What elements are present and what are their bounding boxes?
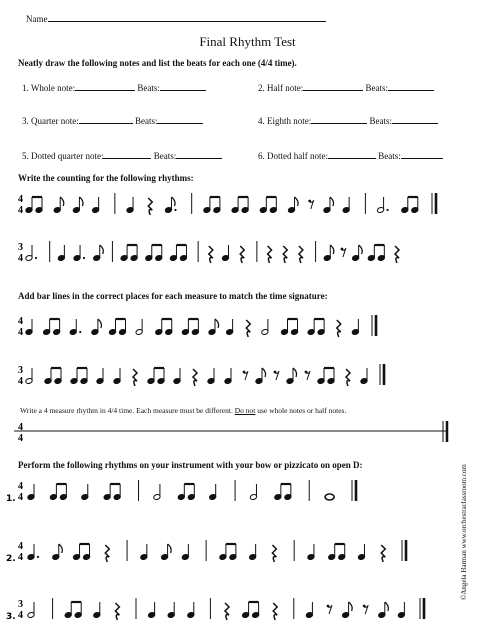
name-label: Name xyxy=(26,14,48,24)
row-number: 1. xyxy=(6,494,16,504)
note-blank[interactable] xyxy=(75,82,135,91)
quarter-rest xyxy=(273,603,277,620)
rest-glyph xyxy=(148,198,152,215)
note-dot xyxy=(174,209,176,211)
row-number: 3. xyxy=(6,612,16,622)
half-note xyxy=(153,484,161,500)
half-note xyxy=(250,484,258,500)
quarter-note xyxy=(305,602,313,618)
item-dotted-half: 6. Dotted half note: Beats: xyxy=(258,150,443,161)
quarter-note xyxy=(226,319,234,335)
beamed-eighth-notes xyxy=(49,484,67,500)
eighth-rest xyxy=(363,605,368,614)
quarter-note xyxy=(358,544,366,560)
rhythm-row xyxy=(0,537,495,571)
eighth-note xyxy=(72,197,82,213)
rest-glyph xyxy=(381,545,385,562)
eighth-note xyxy=(52,544,62,560)
whole-note xyxy=(325,494,334,500)
time-sig-bottom: 4 xyxy=(18,492,23,503)
dotted-half-note xyxy=(25,245,37,261)
quarter-note xyxy=(126,197,134,213)
item-quarter-note: 3. Quarter note: Beats: xyxy=(22,115,203,126)
note-head xyxy=(325,494,334,500)
rest-glyph xyxy=(346,369,350,386)
rest-glyph xyxy=(240,246,244,263)
eighth-rest xyxy=(305,371,310,380)
quarter-note xyxy=(207,368,215,384)
eighth-rest xyxy=(308,200,313,209)
section5-heading: Perform the following rhythms on your instrument with your bow or pizzicato on open D: xyxy=(18,460,363,470)
note-flag xyxy=(215,319,219,328)
quarter-note xyxy=(81,484,89,500)
quarter-rest xyxy=(148,198,152,215)
half-note xyxy=(261,319,269,335)
quarter-note xyxy=(25,319,33,335)
beamed-eighth-notes xyxy=(73,544,91,560)
note-flag xyxy=(293,368,297,377)
quarter-note xyxy=(96,368,104,384)
eighth-rest xyxy=(327,605,332,614)
beamed-eighth-notes xyxy=(274,484,292,500)
note-blank[interactable] xyxy=(303,82,363,91)
beats-blank[interactable] xyxy=(176,150,222,159)
time-sig-bottom: 4 xyxy=(18,205,23,216)
note-flag xyxy=(359,245,363,254)
time-sig-top: 3 xyxy=(18,599,23,610)
note-flag xyxy=(385,602,389,611)
beamed-eighth-notes xyxy=(145,245,163,261)
beamed-eighth-notes xyxy=(401,197,419,213)
rest-glyph xyxy=(115,603,119,620)
rest-glyph xyxy=(273,603,277,620)
final-barline xyxy=(432,193,436,214)
dotted-quarter-note xyxy=(27,544,39,560)
page-title: Final Rhythm Test xyxy=(199,34,296,49)
time-signature xyxy=(18,194,23,216)
eighth-rest xyxy=(341,248,346,257)
beamed-eighth-notes xyxy=(147,368,165,384)
time-sig-bottom: 4 xyxy=(18,552,23,563)
item-whole-note: 1. Whole note: Beats: xyxy=(22,82,206,93)
note-flag xyxy=(295,197,299,206)
quarter-rest xyxy=(283,246,287,263)
quarter-rest xyxy=(115,603,119,620)
note-dot xyxy=(83,257,85,259)
section1-heading: Neatly draw the following notes and list the beats for each one (4/4 time). xyxy=(18,58,297,68)
name-blank[interactable] xyxy=(48,13,326,22)
beamed-eighth-notes xyxy=(281,319,299,335)
rest-glyph xyxy=(105,545,109,562)
quarter-rest xyxy=(299,246,303,263)
note-flag xyxy=(79,197,83,206)
time-sig-top: 3 xyxy=(18,365,23,376)
time-sig-top: 4 xyxy=(18,481,23,492)
time-signature xyxy=(18,242,23,264)
time-signature xyxy=(18,481,23,503)
note-dot xyxy=(79,331,81,333)
time-sig-top: 4 xyxy=(18,422,23,433)
note-flag xyxy=(59,544,63,553)
quarter-rest xyxy=(395,246,399,263)
time-sig-bottom: 4 xyxy=(18,433,23,444)
quarter-note xyxy=(222,245,230,261)
copyright-text: ©Angela Harman www.orchestraclassroom.com xyxy=(460,464,468,600)
beamed-eighth-notes xyxy=(25,197,43,213)
beamed-eighth-notes xyxy=(317,368,335,384)
section2-heading: Write the counting for the following rhythms: xyxy=(18,173,194,183)
eighth-note xyxy=(352,245,362,261)
quarter-rest xyxy=(225,603,229,620)
time-sig-top: 4 xyxy=(18,541,23,552)
dotted-quarter-note xyxy=(69,319,81,335)
eighth-note xyxy=(208,319,218,335)
rhythm-row xyxy=(0,477,495,511)
time-sig-top: 3 xyxy=(18,242,23,253)
quarter-note xyxy=(360,368,368,384)
time-signature xyxy=(18,599,23,621)
note-blank[interactable] xyxy=(79,115,133,124)
row-number: 2. xyxy=(6,554,16,564)
beamed-eighth-notes xyxy=(170,245,188,261)
beamed-eighth-notes xyxy=(64,602,82,618)
final-barline xyxy=(420,598,424,619)
final-barline xyxy=(352,480,356,501)
quarter-rest xyxy=(240,246,244,263)
beamed-eighth-notes xyxy=(259,197,277,213)
quarter-note xyxy=(181,544,189,560)
rest-glyph xyxy=(395,246,399,263)
time-sig-bottom: 4 xyxy=(18,610,23,621)
eighth-note xyxy=(378,602,388,618)
quarter-rest xyxy=(133,369,137,386)
rest-glyph xyxy=(337,320,341,337)
note-dot xyxy=(35,257,37,259)
dotted-quarter-note xyxy=(73,245,85,261)
quarter-note xyxy=(93,602,101,618)
beamed-eighth-notes xyxy=(367,245,385,261)
section3-heading: Add bar lines in the correct places for each measure to match the time signature: xyxy=(18,291,328,301)
beamed-eighth-notes xyxy=(177,484,195,500)
name-line xyxy=(26,13,326,24)
beats-blank[interactable] xyxy=(157,115,203,124)
beats-blank[interactable] xyxy=(392,115,438,124)
rest-glyph xyxy=(133,369,137,386)
item-half-note: 2. Half note: Beats: xyxy=(258,82,434,93)
quarter-note xyxy=(173,368,181,384)
item-dotted-quarter: 5. Dotted quarter note: Beats: xyxy=(22,150,222,161)
quarter-note xyxy=(92,197,100,213)
quarter-rest xyxy=(193,369,197,386)
note-blank[interactable] xyxy=(103,150,151,159)
dotted-half-note xyxy=(377,197,389,213)
quarter-rest xyxy=(346,369,350,386)
beamed-eighth-notes xyxy=(242,602,260,618)
time-sig-top: 4 xyxy=(18,194,23,205)
rest-glyph xyxy=(283,246,287,263)
beamed-eighth-notes xyxy=(328,544,346,560)
eighth-note xyxy=(53,197,63,213)
rest-glyph xyxy=(299,246,303,263)
final-barline xyxy=(372,315,376,336)
eighth-note xyxy=(255,368,265,384)
beamed-eighth-notes xyxy=(155,319,173,335)
beamed-eighth-notes xyxy=(43,319,61,335)
time-sig-bottom: 4 xyxy=(18,327,23,338)
quarter-note xyxy=(209,484,217,500)
quarter-note xyxy=(113,368,121,384)
beamed-eighth-notes xyxy=(44,368,62,384)
note-flag xyxy=(171,197,175,206)
quarter-note xyxy=(167,602,175,618)
quarter-note xyxy=(397,602,405,618)
quarter-note xyxy=(148,602,156,618)
rest-glyph xyxy=(272,545,276,562)
quarter-rest xyxy=(105,545,109,562)
note-flag xyxy=(100,245,104,254)
time-sig-bottom: 4 xyxy=(18,253,23,264)
note-dot xyxy=(37,556,39,558)
rest-glyph xyxy=(193,369,197,386)
quarter-note xyxy=(307,544,315,560)
time-signature xyxy=(18,365,23,387)
beamed-eighth-notes xyxy=(307,319,325,335)
eighth-note xyxy=(288,197,298,213)
quarter-note xyxy=(27,484,35,500)
quarter-rest xyxy=(272,545,276,562)
note-blank[interactable] xyxy=(311,115,367,124)
note-flag xyxy=(330,245,334,254)
quarter-rest xyxy=(268,246,272,263)
beats-blank[interactable] xyxy=(388,82,434,91)
half-note xyxy=(25,368,33,384)
quarter-rest xyxy=(209,246,213,263)
quarter-rest xyxy=(337,320,341,337)
section4-instruction: Write a 4 measure rhythm in 4/4 time. Each measure must be different. Do not use whole notes or half notes. xyxy=(20,406,347,415)
time-signature xyxy=(18,422,23,444)
note-flag xyxy=(330,197,334,206)
beats-blank[interactable] xyxy=(160,82,206,91)
time-signature xyxy=(18,316,23,338)
quarter-note xyxy=(140,544,148,560)
rhythm-row xyxy=(0,361,495,391)
beamed-eighth-notes xyxy=(181,319,199,335)
rhythm-row xyxy=(0,190,495,220)
half-note xyxy=(27,602,35,618)
eighth-note xyxy=(323,245,333,261)
rest-glyph xyxy=(246,320,250,337)
quarter-note xyxy=(224,368,232,384)
quarter-rest xyxy=(246,320,250,337)
eighth-rest xyxy=(274,371,279,380)
beamed-eighth-notes xyxy=(70,368,88,384)
final-barline xyxy=(380,364,384,385)
quarter-note xyxy=(342,197,350,213)
rest-glyph xyxy=(209,246,213,263)
time-signature xyxy=(18,541,23,563)
eighth-note xyxy=(323,197,333,213)
beamed-eighth-notes xyxy=(203,197,221,213)
beamed-eighth-notes xyxy=(219,544,237,560)
quarter-note xyxy=(187,602,195,618)
quarter-note xyxy=(57,245,65,261)
eighth-note xyxy=(161,544,171,560)
eighth-note xyxy=(342,602,352,618)
quarter-note xyxy=(249,544,257,560)
note-flag xyxy=(168,544,172,553)
rest-glyph xyxy=(225,603,229,620)
note-flag xyxy=(60,197,64,206)
note-blank[interactable] xyxy=(328,150,376,159)
note-flag xyxy=(349,602,353,611)
rhythm-row xyxy=(0,312,495,342)
time-sig-bottom: 4 xyxy=(18,376,23,387)
rhythm-row xyxy=(0,238,495,268)
quarter-rest xyxy=(381,545,385,562)
composition-staff[interactable] xyxy=(0,420,495,452)
eighth-rest xyxy=(243,371,248,380)
beamed-eighth-notes xyxy=(109,319,127,335)
note-flag xyxy=(262,368,266,377)
note-dot xyxy=(386,209,388,211)
dotted-eighth-note xyxy=(165,197,177,213)
item-eighth-note: 4. Eighth note: Beats: xyxy=(258,115,438,126)
half-note xyxy=(135,319,143,335)
beamed-eighth-notes xyxy=(231,197,249,213)
eighth-note xyxy=(91,319,101,335)
time-sig-top: 4 xyxy=(18,316,23,327)
beamed-eighth-notes xyxy=(120,245,138,261)
eighth-note xyxy=(93,245,103,261)
note-flag xyxy=(98,319,102,328)
rest-glyph xyxy=(268,246,272,263)
eighth-note xyxy=(286,368,296,384)
rhythm-row xyxy=(0,595,495,629)
beats-blank[interactable] xyxy=(401,150,443,159)
final-barline xyxy=(402,540,406,561)
beamed-eighth-notes xyxy=(103,484,121,500)
quarter-note xyxy=(351,319,359,335)
